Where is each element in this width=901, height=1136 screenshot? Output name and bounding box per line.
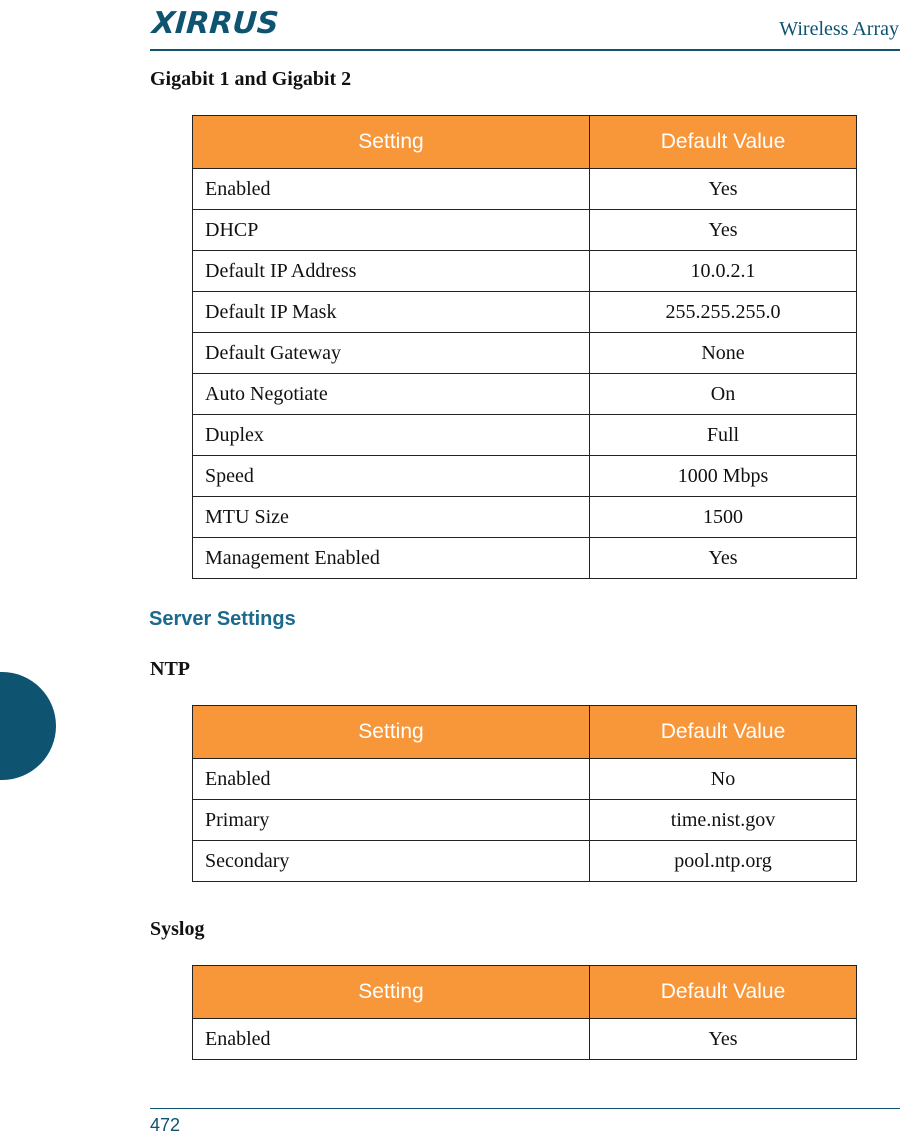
default-value-cell: Full <box>590 415 857 456</box>
setting-column-header: Setting <box>193 966 590 1019</box>
default-value-cell: On <box>590 374 857 415</box>
gigabit-table <box>192 115 857 579</box>
table-row <box>193 456 857 497</box>
ntp-table <box>192 705 857 882</box>
table-header-row <box>193 706 857 759</box>
setting-cell: MTU Size <box>193 497 590 538</box>
setting-cell: Speed <box>193 456 590 497</box>
setting-cell: Default IP Mask <box>193 292 590 333</box>
setting-cell: Enabled <box>193 169 590 210</box>
xirrus-logo <box>150 4 302 41</box>
default-value-cell: Yes <box>590 538 857 579</box>
gigabit-heading: Gigabit 1 and Gigabit 2 <box>150 68 352 90</box>
default-value-column-header: Default Value <box>590 706 857 759</box>
syslog-table-body <box>193 1019 857 1060</box>
default-value-column-header: Default Value <box>590 966 857 1019</box>
default-value-cell: 1000 Mbps <box>590 456 857 497</box>
table-header-row <box>193 966 857 1019</box>
setting-cell: Management Enabled <box>193 538 590 579</box>
setting-cell: Enabled <box>193 759 590 800</box>
table-row <box>193 1019 857 1060</box>
table-row <box>193 169 857 210</box>
table-row <box>193 415 857 456</box>
default-value-cell: None <box>590 333 857 374</box>
default-value-cell: Yes <box>590 1019 857 1060</box>
page-number: 472 <box>150 1115 181 1135</box>
setting-cell: Secondary <box>193 841 590 882</box>
ntp-heading: NTP <box>150 658 190 680</box>
gigabit-table-body <box>193 169 857 579</box>
default-value-cell: time.nist.gov <box>590 800 857 841</box>
table-row <box>193 374 857 415</box>
setting-cell: DHCP <box>193 210 590 251</box>
logo-text: XIRRUS <box>150 6 280 41</box>
header-title: Wireless Array <box>779 18 899 40</box>
table-row <box>193 841 857 882</box>
table-row <box>193 759 857 800</box>
default-value-column-header: Default Value <box>590 116 857 169</box>
syslog-heading: Syslog <box>150 918 205 940</box>
table-row <box>193 210 857 251</box>
default-value-cell: 255.255.255.0 <box>590 292 857 333</box>
setting-cell: Duplex <box>193 415 590 456</box>
table-row <box>193 333 857 374</box>
header-rule <box>150 49 900 51</box>
table-row <box>193 251 857 292</box>
setting-cell: Auto Negotiate <box>193 374 590 415</box>
default-value-cell: 10.0.2.1 <box>590 251 857 292</box>
setting-column-header: Setting <box>193 116 590 169</box>
table-header-row <box>193 116 857 169</box>
setting-cell: Default Gateway <box>193 333 590 374</box>
table-row <box>193 800 857 841</box>
table-row <box>193 497 857 538</box>
table-row <box>193 292 857 333</box>
default-value-cell: 1500 <box>590 497 857 538</box>
default-value-cell: Yes <box>590 210 857 251</box>
default-value-cell: Yes <box>590 169 857 210</box>
setting-cell: Primary <box>193 800 590 841</box>
server-settings-heading: Server Settings <box>149 608 296 630</box>
table-row <box>193 538 857 579</box>
default-value-cell: pool.ntp.org <box>590 841 857 882</box>
chapter-tab-marker <box>0 672 56 780</box>
default-value-cell: No <box>590 759 857 800</box>
setting-cell: Enabled <box>193 1019 590 1060</box>
ntp-table-body <box>193 759 857 882</box>
footer-rule <box>150 1108 900 1109</box>
syslog-table <box>192 965 857 1060</box>
setting-cell: Default IP Address <box>193 251 590 292</box>
setting-column-header: Setting <box>193 706 590 759</box>
